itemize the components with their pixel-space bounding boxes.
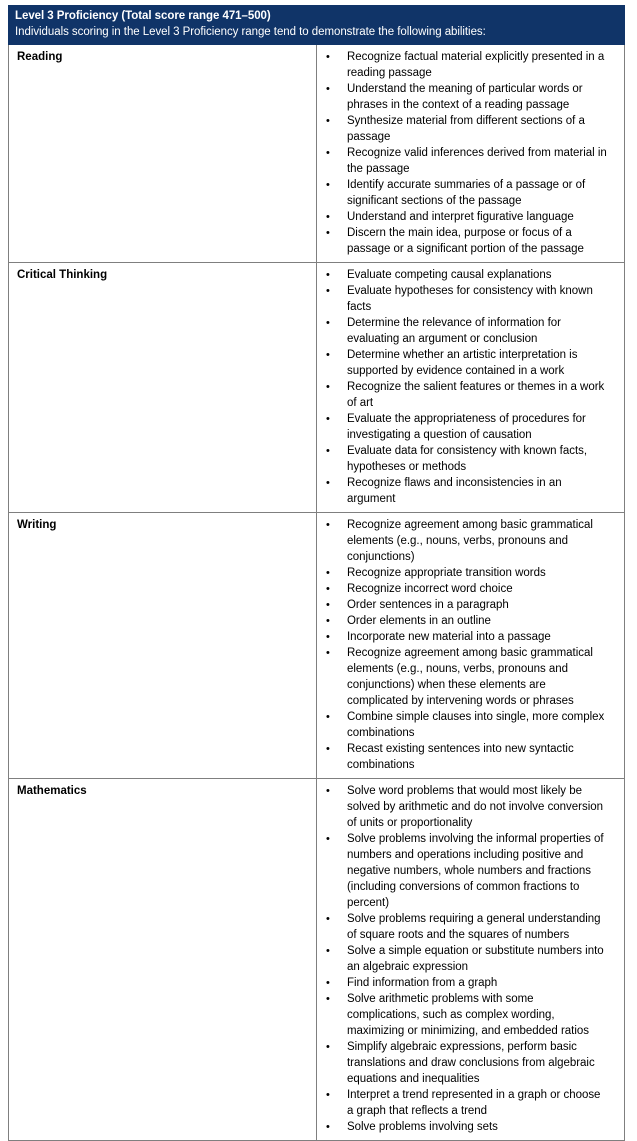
ability-text: Recast existing sentences into new syntactic combinations [347, 743, 574, 771]
bullet-icon: • [326, 743, 330, 755]
bullet-icon: • [326, 567, 330, 579]
bullet-icon: • [326, 147, 330, 159]
ability-text: Determine the relevance of information for evaluating an argument or conclusion [347, 317, 561, 345]
list-item [317, 517, 618, 565]
bullet-icon: • [326, 445, 330, 457]
ability-list [317, 783, 618, 1135]
list-item [317, 347, 618, 379]
bullet-icon: • [326, 1089, 330, 1101]
ability-text: Order elements in an outline [347, 615, 491, 627]
subject-label: Writing [9, 513, 317, 779]
abilities-cell [317, 513, 625, 779]
ability-text: Find information from a graph [347, 977, 498, 989]
bullet-icon: • [326, 227, 330, 239]
subject-label: Mathematics [9, 779, 317, 1141]
list-item [317, 831, 618, 911]
ability-text: Evaluate hypotheses for consistency with known facts [347, 285, 593, 313]
ability-text: Understand and interpret figurative language [347, 211, 574, 223]
list-item [317, 283, 618, 315]
bullet-icon: • [326, 317, 330, 329]
bullet-icon: • [326, 115, 330, 127]
ability-text: Recognize agreement among basic grammatical elements (e.g., nouns, verbs, pronouns and conjunctions) when these elements are complicated by intervening words or phrases [347, 647, 593, 707]
table-row [9, 45, 625, 263]
list-item [317, 411, 618, 443]
subject-label: Critical Thinking [9, 263, 317, 513]
list-item [317, 975, 618, 991]
ability-text: Simplify algebraic expressions, perform basic translations and draw conclusions from algebraic equations and inequalities [347, 1041, 595, 1085]
table-body [9, 6, 625, 1141]
ability-list [317, 517, 618, 773]
list-item [317, 145, 618, 177]
list-item [317, 1087, 618, 1119]
ability-text: Recognize appropriate transition words [347, 567, 546, 579]
proficiency-document [8, 5, 625, 1141]
list-item [317, 943, 618, 975]
bullet-icon: • [326, 993, 330, 1005]
bullet-icon: • [326, 615, 330, 627]
ability-text: Evaluate the appropriateness of procedures for investigating a question of causation [347, 413, 586, 441]
list-item [317, 991, 618, 1039]
list-item [317, 177, 618, 209]
bullet-icon: • [326, 977, 330, 989]
bullet-icon: • [326, 1041, 330, 1053]
ability-text: Recognize factual material explicitly presented in a reading passage [347, 51, 605, 79]
ability-text: Evaluate data for consistency with known facts, hypotheses or methods [347, 445, 588, 473]
bullet-icon: • [326, 349, 330, 361]
ability-list [317, 267, 618, 507]
list-item [317, 565, 618, 581]
list-item [317, 475, 618, 507]
bullet-icon: • [326, 51, 330, 63]
bullet-icon: • [326, 179, 330, 191]
ability-text: Identify accurate summaries of a passage or of significant sections of the passage [347, 179, 586, 207]
list-item [317, 81, 618, 113]
list-item [317, 783, 618, 831]
ability-text: Determine whether an artistic interpretation is supported by evidence contained in a work [347, 349, 578, 377]
ability-text: Interpret a trend represented in a graph or choose a graph that reflects a trend [347, 1089, 601, 1117]
bullet-icon: • [326, 599, 330, 611]
list-item [317, 741, 618, 773]
abilities-cell [317, 263, 625, 513]
list-item [317, 581, 618, 597]
bullet-icon: • [326, 583, 330, 595]
subject-label: Reading [9, 45, 317, 263]
bullet-icon: • [326, 285, 330, 297]
list-item [317, 113, 618, 145]
table-row [9, 779, 625, 1141]
bullet-icon: • [326, 785, 330, 797]
ability-list [317, 49, 618, 257]
abilities-cell [317, 779, 625, 1141]
list-item [317, 379, 618, 411]
bullet-icon: • [326, 211, 330, 223]
bullet-icon: • [326, 381, 330, 393]
list-item [317, 225, 618, 257]
ability-text: Solve problems requiring a general understanding of square roots and the squares of numbers [347, 913, 601, 941]
bullet-icon: • [326, 269, 330, 281]
ability-text: Recognize the salient features or themes in a work of art [347, 381, 605, 409]
ability-text: Solve problems involving sets [347, 1121, 498, 1133]
list-item [317, 613, 618, 629]
bullet-icon: • [326, 631, 330, 643]
proficiency-table [8, 5, 625, 1141]
table-row [9, 513, 625, 779]
ability-text: Understand the meaning of particular words or phrases in the context of a reading passage [347, 83, 583, 111]
proficiency-level-title: Level 3 Proficiency (Total score range 471–500) [15, 10, 271, 22]
ability-text: Incorporate new material into a passage [347, 631, 551, 643]
bullet-icon: • [326, 833, 330, 845]
ability-text: Recognize flaws and inconsistencies in an argument [347, 477, 562, 505]
bullet-icon: • [326, 913, 330, 925]
ability-text: Solve arithmetic problems with some complications, such as complex wording, maximizing or minimizing, and embedded ratios [347, 993, 589, 1037]
bullet-icon: • [326, 83, 330, 95]
ability-text: Evaluate competing causal explanations [347, 269, 552, 281]
bullet-icon: • [326, 1121, 330, 1133]
list-item [317, 629, 618, 645]
ability-text: Solve word problems that would most likely be solved by arithmetic and do not involve conversion of units or proportionality [347, 785, 603, 829]
list-item [317, 597, 618, 613]
list-item [317, 1119, 618, 1135]
table-header-row [9, 6, 625, 45]
ability-text: Solve problems involving the informal properties of numbers and operations including positive and negative numbers, whole numbers and fractions (including conversions of common fractions to percent) [347, 833, 604, 909]
proficiency-level-subtitle: Individuals scoring in the Level 3 Proficiency range tend to demonstrate the following abilities: [15, 25, 486, 38]
ability-text: Order sentences in a paragraph [347, 599, 509, 611]
list-item [317, 209, 618, 225]
bullet-icon: • [326, 477, 330, 489]
ability-text: Discern the main idea, purpose or focus of a passage or a significant portion of the passage [347, 227, 584, 255]
bullet-icon: • [326, 413, 330, 425]
ability-text: Recognize agreement among basic grammatical elements (e.g., nouns, verbs, pronouns and conjunctions) [347, 519, 593, 563]
list-item [317, 49, 618, 81]
list-item [317, 1039, 618, 1087]
ability-text: Solve a simple equation or substitute numbers into an algebraic expression [347, 945, 604, 973]
list-item [317, 911, 618, 943]
list-item [317, 315, 618, 347]
bullet-icon: • [326, 647, 330, 659]
ability-text: Combine simple clauses into single, more complex combinations [347, 711, 605, 739]
table-row [9, 263, 625, 513]
ability-text: Recognize valid inferences derived from material in the passage [347, 147, 607, 175]
list-item [317, 267, 618, 283]
bullet-icon: • [326, 945, 330, 957]
ability-text: Synthesize material from different sections of a passage [347, 115, 585, 143]
list-item [317, 709, 618, 741]
bullet-icon: • [326, 519, 330, 531]
abilities-cell [317, 45, 625, 263]
list-item [317, 443, 618, 475]
list-item [317, 645, 618, 709]
ability-text: Recognize incorrect word choice [347, 583, 513, 595]
bullet-icon: • [326, 711, 330, 723]
header-cell [9, 6, 625, 45]
